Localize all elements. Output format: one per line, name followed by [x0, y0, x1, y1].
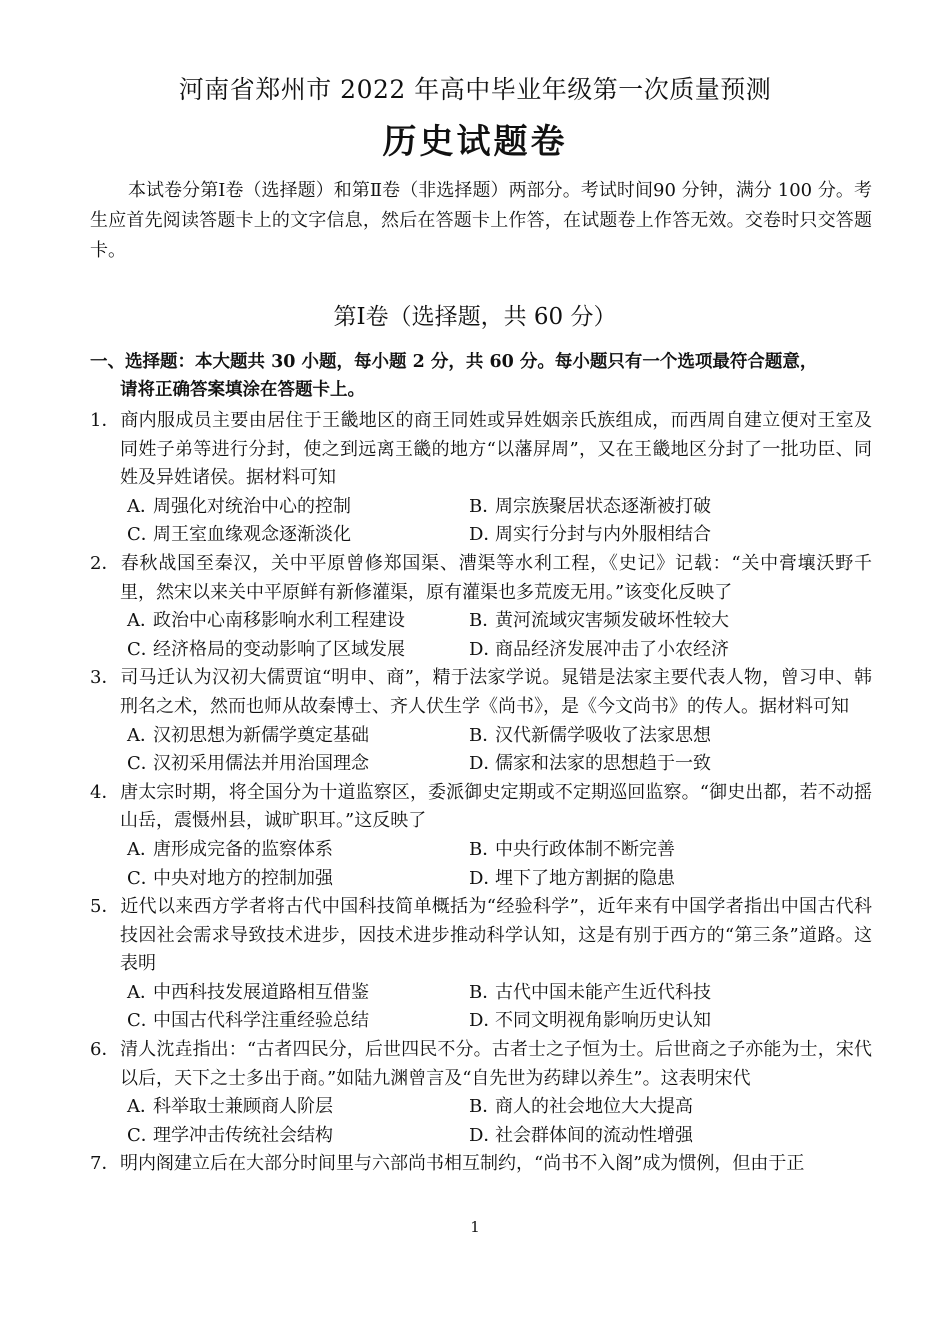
option-letter: B．: [469, 724, 501, 746]
instruction-line-1: 一、选择题：本大题共 30 小题，每小题 2 分，共 60 分。每小题只有一个选项最符合题意，: [90, 352, 818, 372]
option-letter: C．: [127, 1124, 159, 1146]
option-text: 政治中心南移影响水利工程建设: [153, 610, 405, 632]
option-text: 唐形成完备的监察体系: [153, 838, 333, 860]
option-text: 汉初思想为新儒学奠定基础: [153, 724, 369, 746]
option-letter: B．: [469, 838, 501, 860]
question-text: 司马迁认为汉初大儒贾谊“明申、商”，精于法家学说。晁错是法家主要代表人物，曾习申、韩刑名之术，然而也师从故秦博士、齐人伏生学《尚书》，是《今文尚书》的传人。据材料可知: [120, 667, 872, 717]
option-row: [90, 607, 872, 636]
question-stem: [90, 664, 872, 721]
option-letter: C．: [127, 867, 159, 889]
option-text: 周宗族聚居状态逐渐被打破: [495, 495, 711, 517]
question-stem: [90, 1150, 872, 1179]
answer-option: [469, 1007, 811, 1036]
option-text: 汉代新儒学吸收了法家思想: [495, 724, 711, 746]
answer-option: [127, 1007, 469, 1036]
option-letter: C．: [127, 1010, 159, 1032]
answer-option: [127, 1122, 469, 1151]
answer-option: [127, 836, 469, 865]
answer-option: [469, 865, 811, 894]
option-text: 周实行分封与内外服相结合: [495, 524, 711, 546]
answer-option: [127, 521, 469, 550]
question-stem: [90, 1036, 872, 1093]
question-list: [90, 407, 872, 1179]
answer-option: [469, 836, 811, 865]
answer-option: [469, 750, 811, 779]
option-row: [90, 493, 872, 522]
answer-option: [469, 1093, 811, 1122]
page-number: 1: [470, 1218, 480, 1236]
exam-subject-title: 历史试题卷: [382, 122, 568, 162]
option-letter: A．: [127, 838, 158, 860]
answer-option: [127, 607, 469, 636]
option-text: 商品经济发展冲击了小农经济: [495, 638, 729, 660]
option-text: 中央行政体制不断完善: [495, 838, 675, 860]
question-number: 4．: [90, 781, 120, 803]
question-item: [90, 893, 872, 1036]
option-row: [90, 1007, 872, 1036]
answer-option: [127, 493, 469, 522]
answer-option: [127, 636, 469, 665]
option-letter: A．: [127, 724, 158, 746]
option-letter: B．: [469, 981, 501, 1003]
question-number: 3．: [90, 667, 120, 689]
question-number: 6．: [90, 1039, 120, 1061]
question-text: 商内服成员主要由居住于王畿地区的商王同姓或异姓姻亲氏族组成，而西周自建立便对王室及同姓子弟等进行分封，使之到远离王畿的地方“以藩屏周”，又在王畿地区分封了一批功臣、同姓及异姓诸侯。据材料可知: [120, 410, 872, 489]
answer-option: [469, 979, 811, 1008]
option-text: 周王室血缘观念逐渐淡化: [153, 524, 351, 546]
option-text: 中国古代科学注重经验总结: [153, 1010, 369, 1032]
option-letter: C．: [127, 753, 159, 775]
option-letter: D．: [469, 1010, 502, 1032]
option-row: [90, 836, 872, 865]
answer-option: [469, 636, 811, 665]
answer-option: [127, 865, 469, 894]
question-item: [90, 407, 872, 550]
question-item: [90, 1036, 872, 1150]
intro-paragraph: 本试卷分第Ⅰ卷（选择题）和第Ⅱ卷（非选择题）两部分。考试时间90 分钟，满分 100 分。考生应首先阅读答题卡上的文字信息，然后在答题卡上作答，在试题卷上作答无效。交卷时只交答题卡。: [90, 180, 872, 261]
answer-option: [469, 521, 811, 550]
question-text: 明内阁建立后在大部分时间里与六部尚书相互制约，“尚书不入阁”成为惯例，但由于正: [120, 1153, 805, 1175]
option-text: 周强化对统治中心的控制: [153, 495, 351, 517]
option-letter: D．: [469, 524, 502, 546]
question-item: [90, 1150, 872, 1179]
option-letter: D．: [469, 1124, 502, 1146]
option-row: [90, 1093, 872, 1122]
option-row: [90, 722, 872, 751]
option-text: 中央对地方的控制加强: [153, 867, 333, 889]
option-letter: A．: [127, 1096, 158, 1118]
question-number: 1．: [90, 410, 120, 431]
question-stem: [90, 407, 872, 493]
question-number: 2．: [90, 552, 120, 574]
option-row: [90, 1122, 872, 1151]
question-text: 唐太宗时期，将全国分为十道监察区，委派御史定期或不定期巡回监察。“御史出都，若不动摇山岳，震慑州县，诚旷职耳。”这反映了: [120, 781, 872, 832]
option-row: [90, 865, 872, 894]
option-letter: B．: [469, 495, 501, 517]
option-text: 商人的社会地位大大提高: [495, 1096, 693, 1118]
option-letter: A．: [127, 610, 158, 632]
option-row: [90, 979, 872, 1008]
answer-option: [127, 750, 469, 779]
answer-option: [127, 979, 469, 1008]
question-text: 近代以来西方学者将古代中国科技简单概括为“经验科学”，近年来有中国学者指出中国古代科技因社会需求导致技术进步，因技术进步推动科学认知，这是有别于西方的“第三条”道路。这表明: [120, 896, 872, 975]
option-text: 埋下了地方割据的隐患: [495, 867, 675, 889]
option-letter: C．: [127, 524, 159, 546]
answer-option: [469, 607, 811, 636]
option-row: [90, 521, 872, 550]
option-letter: B．: [469, 1096, 501, 1118]
answer-option: [127, 722, 469, 751]
option-letter: C．: [127, 638, 159, 660]
question-number: 5．: [90, 896, 120, 918]
option-letter: A．: [127, 495, 158, 517]
option-text: 社会群体间的流动性增强: [495, 1124, 693, 1146]
exam-title: 河南省郑州市 2022 年高中毕业年级第一次质量预测: [178, 75, 772, 104]
option-letter: A．: [127, 981, 158, 1003]
question-text: 清人沈垚指出：“古者四民分，后世四民不分。古者士之子恒为士。后世商之子亦能为士，宋代以后，天下之士多出于商。”如陆九渊曾言及“自先世为药肆以养生”。这表明宋代: [120, 1039, 872, 1089]
option-letter: D．: [469, 753, 502, 775]
option-text: 儒家和法家的思想趋于一致: [495, 753, 711, 775]
option-row: [90, 636, 872, 665]
option-text: 科举取士兼顾商人阶层: [153, 1096, 333, 1118]
option-letter: D．: [469, 638, 502, 660]
question-text: 春秋战国至秦汉，关中平原曾修郑国渠、漕渠等水利工程，《史记》记载：“关中膏壤沃野千里，然宋以来关中平原鲜有新修灌渠，原有灌渠也多荒废无用。”该变化反映了: [120, 552, 872, 603]
option-text: 经济格局的变动影响了区域发展: [153, 638, 405, 660]
option-text: 汉初采用儒法并用治国理念: [153, 753, 369, 775]
option-letter: D．: [469, 867, 502, 889]
option-text: 不同文明视角影响历史认知: [495, 1010, 711, 1032]
answer-option: [127, 1093, 469, 1122]
section-instructions: [90, 348, 880, 404]
section-title: 第Ⅰ卷（选择题，共 60 分）: [333, 304, 617, 330]
question-item: [90, 779, 872, 893]
question-number: 7．: [90, 1153, 120, 1175]
question-stem: [90, 550, 872, 607]
answer-option: [469, 722, 811, 751]
question-item: [90, 550, 872, 664]
question-stem: [90, 893, 872, 979]
option-text: 古代中国未能产生近代科技: [495, 981, 711, 1003]
question-item: [90, 664, 872, 778]
option-letter: B．: [469, 610, 501, 632]
instruction-line-2: 请将正确答案填涂在答题卡上。: [120, 380, 365, 400]
option-text: 理学冲击传统社会结构: [153, 1124, 333, 1146]
option-text: 黄河流域灾害频发破坏性较大: [495, 610, 729, 632]
option-row: [90, 750, 872, 779]
answer-option: [469, 493, 811, 522]
option-text: 中西科技发展道路相互借鉴: [153, 981, 369, 1003]
question-stem: [90, 779, 872, 836]
answer-option: [469, 1122, 811, 1151]
